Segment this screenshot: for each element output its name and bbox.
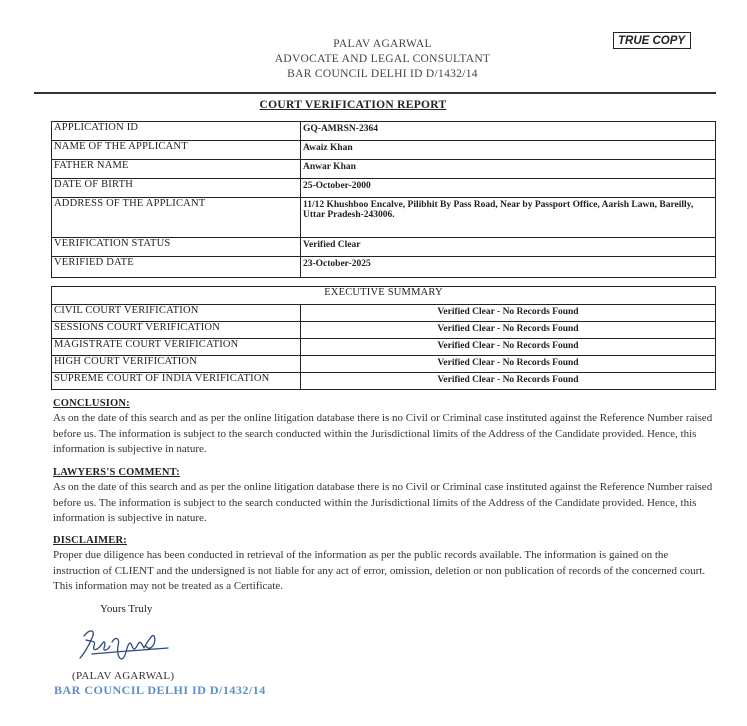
conclusion-section	[53, 396, 713, 457]
dob-value: 25-October-2000	[301, 179, 716, 198]
address-value: 11/12 Khushboo Encalve, Pilibhit By Pass Road, Near by Passport Office, Aarish Lawn, Bareilly, Uttar Pradesh-243006.	[301, 198, 716, 238]
court-result: Verified Clear - No Records Found	[301, 339, 716, 356]
executive-summary-heading: EXECUTIVE SUMMARY	[52, 287, 716, 305]
field-label: NAME OF THE APPLICANT	[52, 141, 301, 160]
table-row	[52, 322, 716, 339]
disclaimer-text: Proper due diligence has been conducted in retrieval of the information as per the public records available. The information is gained on the instruction of CLIENT and the undersigned is not liable for any act of error, omission, deletion or non publication of records of the concerned court. This information may not be treated as a Certificate.	[53, 549, 706, 592]
closing-text: Yours Truly	[100, 603, 153, 615]
father-name-value: Anwar Khan	[301, 160, 716, 179]
table-row	[52, 339, 716, 356]
application-id-value: GQ-AMRSN-2364	[301, 122, 716, 141]
lawyers-comment-text: As on the date of this search and as per the online litigation database there is no Civil or Criminal case instituted against the Reference Number raised before us. The information is subject to the search conducted within the Jurisdictional limits of the Address of the Candidate provided. Hence, this information is subjective in nature.	[53, 481, 713, 524]
field-label: APPLICATION ID	[52, 122, 301, 141]
field-label: FATHER NAME	[52, 160, 301, 179]
applicant-name-value: Awaiz Khan	[301, 141, 716, 160]
table-row	[52, 257, 716, 278]
court-name: SUPREME COURT OF INDIA VERIFICATION	[52, 373, 301, 390]
court-name: HIGH COURT VERIFICATION	[52, 356, 301, 373]
table-row	[52, 198, 716, 238]
table-row	[52, 179, 716, 198]
signer-bar-id: BAR COUNCIL DELHI ID D/1432/14	[54, 683, 266, 697]
report-title: COURT VERIFICATION REPORT	[259, 99, 447, 111]
field-label: DATE OF BIRTH	[52, 179, 301, 198]
header-divider	[34, 92, 716, 94]
court-name: MAGISTRATE COURT VERIFICATION	[52, 339, 301, 356]
table-row	[52, 122, 716, 141]
signer-name: (PALAV AGARWAL)	[72, 670, 175, 682]
true-copy-stamp: TRUE COPY	[613, 32, 691, 49]
court-result: Verified Clear - No Records Found	[301, 356, 716, 373]
applicant-details-table	[51, 121, 716, 278]
disclaimer-heading: DISCLAIMER:	[53, 535, 127, 546]
court-result: Verified Clear - No Records Found	[301, 305, 716, 322]
verified-date-value: 23-October-2025	[301, 257, 716, 278]
table-row	[52, 287, 716, 305]
lawyers-comment-section	[53, 465, 713, 526]
advocate-bar-id: BAR COUNCIL DELHI ID D/1432/14	[287, 68, 478, 80]
advocate-name: PALAV AGARWAL	[333, 38, 432, 50]
advocate-profession: ADVOCATE AND LEGAL CONSULTANT	[274, 53, 491, 65]
field-label: ADDRESS OF THE APPLICANT	[52, 198, 301, 238]
court-name: CIVIL COURT VERIFICATION	[52, 305, 301, 322]
court-result: Verified Clear - No Records Found	[301, 373, 716, 390]
disclaimer-section	[53, 533, 713, 594]
signature	[72, 622, 172, 668]
table-row	[52, 238, 716, 257]
table-row	[52, 373, 716, 390]
lawyers-comment-heading: LAWYERS'S COMMENT:	[53, 467, 180, 478]
table-row	[52, 141, 716, 160]
field-label: VERIFIED DATE	[52, 257, 301, 278]
verification-status-value: Verified Clear	[301, 238, 716, 257]
executive-summary-table	[51, 286, 716, 390]
field-label: VERIFICATION STATUS	[52, 238, 301, 257]
court-name: SESSIONS COURT VERIFICATION	[52, 322, 301, 339]
table-row	[52, 305, 716, 322]
conclusion-text: As on the date of this search and as per the online litigation database there is no Civil or Criminal case instituted against the Reference Number raised before us. The information is subject to the search conducted within the Jurisdictional limits of the Address of the Candidate provided. Hence, this information is subjective in nature.	[53, 412, 713, 455]
conclusion-heading: CONCLUSION:	[53, 398, 130, 409]
table-row	[52, 160, 716, 179]
court-result: Verified Clear - No Records Found	[301, 322, 716, 339]
table-row	[52, 356, 716, 373]
